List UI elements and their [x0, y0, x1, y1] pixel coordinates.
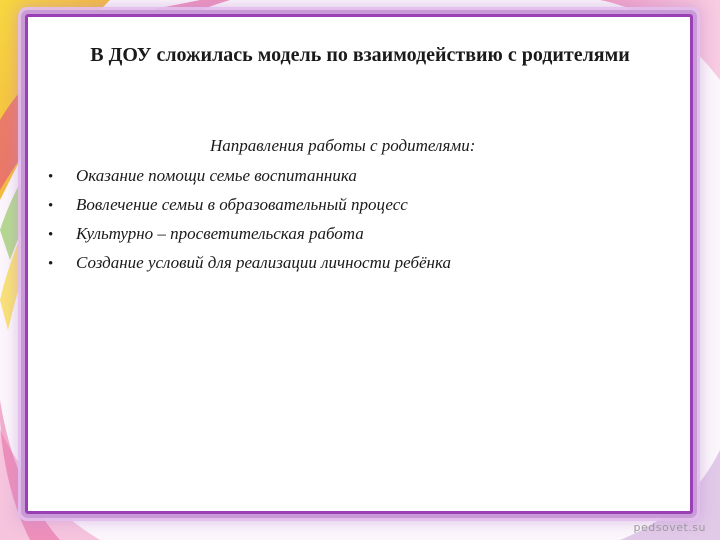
- bullet-list: [48, 162, 451, 278]
- bullet-icon: •: [48, 198, 54, 214]
- bullet-icon: •: [48, 169, 54, 185]
- list-item: [48, 220, 451, 249]
- list-item-text: Оказание помощи семье воспитанника: [76, 166, 357, 185]
- list-item-text: Вовлечение семьи в образовательный процесс: [76, 195, 408, 214]
- slide-title: В ДОУ сложилась модель по взаимодействию с родителями: [90, 44, 630, 66]
- subheading: Направления работы с родителями:: [210, 136, 476, 155]
- list-item: [48, 249, 451, 278]
- list-item-text: Культурно – просветительская работа: [76, 224, 364, 243]
- list-item: [48, 162, 451, 191]
- list-item: [48, 191, 451, 220]
- bullet-icon: •: [48, 256, 54, 272]
- watermark: pedsovet.su: [633, 521, 706, 534]
- list-item-text: Создание условий для реализации личности ребёнка: [76, 253, 451, 272]
- bullet-icon: •: [48, 227, 54, 243]
